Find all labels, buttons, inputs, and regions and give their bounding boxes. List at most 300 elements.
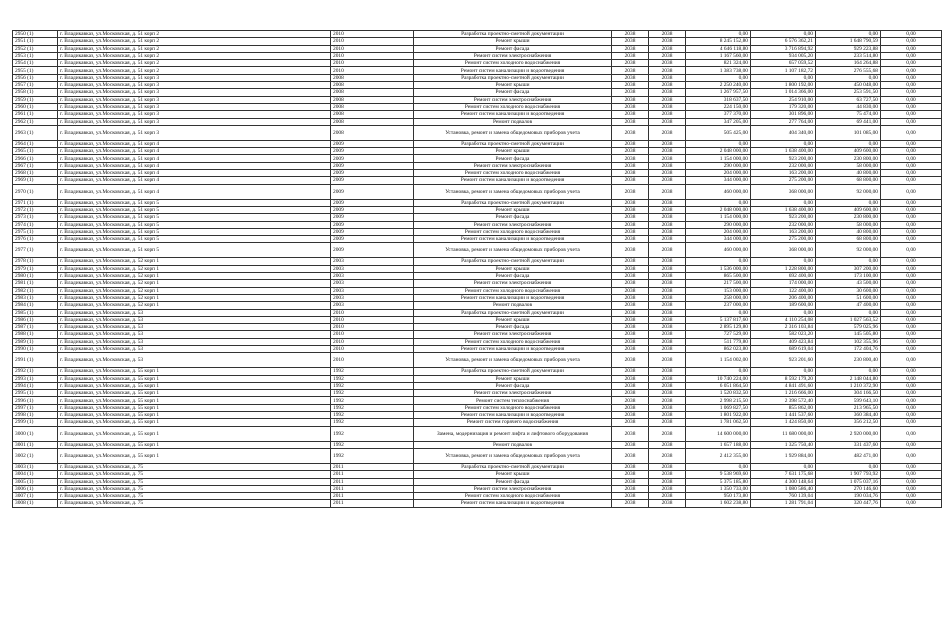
plan-start-cell: 2038 [612,287,649,294]
fund-share-cell: 2 316 103,84 [751,324,816,331]
work-type-cell: Установка, ремонт и замена общедомовых приборов учета [414,243,612,258]
year-cell: 1992 [331,404,414,411]
plan-start-cell: 2038 [612,316,649,323]
year-cell: 1992 [331,426,414,441]
row-id-cell: 2962 (1) [13,118,58,125]
owners-share-cell: 190 034,76 [816,493,881,500]
address-cell: г. Владикавказ, ул.Московская, д. 51 корп 2 [58,45,331,52]
fund-share-cell: 368 000,00 [751,243,816,258]
address-cell: г. Владикавказ, ул.Московская, д. 55 корп 1 [58,390,331,397]
plan-start-cell: 2038 [612,500,649,507]
plan-start-cell: 2038 [612,478,649,485]
work-type-cell: Ремонт крыши [414,82,612,89]
other-cell: 0,00 [881,500,942,507]
plan-end-cell: 2038 [649,258,686,265]
plan-start-cell: 2038 [612,441,649,448]
year-cell: 2009 [331,228,414,235]
year-cell: 1992 [331,397,414,404]
year-cell: 1992 [331,368,414,375]
total-cost-cell: 204 000,00 [686,228,751,235]
owners-share-cell: 101 085,00 [816,125,881,140]
address-cell: г. Владикавказ, ул.Московская, д. 52 корп 1 [58,287,331,294]
plan-end-cell: 2038 [649,368,686,375]
plan-start-cell: 2038 [612,412,649,419]
table-row [13,294,942,301]
table-row [13,38,942,45]
plan-start-cell: 2038 [612,96,649,103]
plan-start-cell: 2038 [612,265,649,272]
fund-share-cell: 923 201,60 [751,353,816,368]
other-cell: 0,00 [881,463,942,470]
address-cell: г. Владикавказ, ул.Московская, д. 51 корп 4 [58,177,331,184]
fund-share-cell: 0,00 [751,199,816,206]
row-id-cell: 2980 (1) [13,273,58,280]
owners-share-cell: 230 800,00 [816,214,881,221]
total-cost-cell: 344 000,00 [686,236,751,243]
table-row [13,345,942,352]
plan-start-cell: 2038 [612,67,649,74]
row-id-cell: 2977 (1) [13,243,58,258]
address-cell: г. Владикавказ, ул.Московская, д. 55 корп 1 [58,419,331,426]
other-cell: 0,00 [881,302,942,309]
other-cell: 0,00 [881,206,942,213]
other-cell: 0,00 [881,103,942,110]
table-row [13,478,942,485]
row-id-cell: 2978 (1) [13,258,58,265]
owners-share-cell: 307 200,00 [816,265,881,272]
work-type-cell: Ремонт систем канализации и водоотведения [414,177,612,184]
row-id-cell: 2952 (1) [13,45,58,52]
owners-share-cell: 482 471,00 [816,448,881,463]
total-cost-cell: 290 000,00 [686,221,751,228]
work-type-cell: Ремонт систем холодного водоснабжения [414,103,612,110]
year-cell: 2011 [331,500,414,507]
other-cell: 0,00 [881,170,942,177]
total-cost-cell: 6 051 864,50 [686,382,751,389]
total-cost-cell: 1 602 238,80 [686,500,751,507]
work-type-cell: Ремонт систем канализации и водоотведения [414,67,612,74]
other-cell: 0,00 [881,118,942,125]
total-cost-cell: 2 998 215,50 [686,397,751,404]
work-type-cell: Ремонт крыши [414,148,612,155]
plan-start-cell: 2038 [612,125,649,140]
address-cell: г. Владикавказ, ул.Московская, д. 51 корп 4 [58,184,331,199]
table-row [13,214,942,221]
fund-share-cell: 232 000,00 [751,221,816,228]
address-cell: г. Владикавказ, ул.Московская, д. 51 корп 3 [58,96,331,103]
year-cell: 2003 [331,265,414,272]
total-cost-cell: 0,00 [686,31,751,38]
plan-end-cell: 2038 [649,309,686,316]
other-cell: 0,00 [881,125,942,140]
other-cell: 0,00 [881,52,942,59]
work-type-cell: Ремонт систем горячего водоснабжения [414,419,612,426]
plan-end-cell: 2038 [649,382,686,389]
row-id-cell: 2966 (1) [13,155,58,162]
total-cost-cell: 318 637,50 [686,96,751,103]
plan-start-cell: 2038 [612,309,649,316]
year-cell: 2008 [331,103,414,110]
table-row [13,324,942,331]
row-id-cell: 3003 (1) [13,463,58,470]
row-id-cell: 2989 (1) [13,338,58,345]
other-cell: 0,00 [881,184,942,199]
total-cost-cell: 727 529,00 [686,331,751,338]
fund-share-cell: 1 080 586,40 [751,485,816,492]
other-cell: 0,00 [881,471,942,478]
table-row [13,206,942,213]
owners-share-cell: 92 000,00 [816,184,881,199]
fund-share-cell: 163 200,00 [751,228,816,235]
total-cost-cell: 4 646 118,80 [686,45,751,52]
address-cell: г. Владикавказ, ул.Московская, д. 51 корп 3 [58,125,331,140]
plan-start-cell: 2038 [612,368,649,375]
work-type-cell: Ремонт крыши [414,38,612,45]
table-row [13,287,942,294]
row-id-cell: 3000 (1) [13,426,58,441]
row-id-cell: 3006 (1) [13,485,58,492]
other-cell: 0,00 [881,345,942,352]
other-cell: 0,00 [881,111,942,118]
other-cell: 0,00 [881,478,942,485]
other-cell: 0,00 [881,265,942,272]
address-cell: г. Владикавказ, ул.Московская, д. 51 корп 5 [58,221,331,228]
plan-start-cell: 2038 [612,199,649,206]
fund-share-cell: 582 023,20 [751,331,816,338]
plan-start-cell: 2038 [612,493,649,500]
work-type-cell: Ремонт подвалов [414,441,612,448]
plan-end-cell: 2038 [649,375,686,382]
plan-end-cell: 2038 [649,221,686,228]
owners-share-cell: 68 800,00 [816,236,881,243]
plan-end-cell: 2038 [649,485,686,492]
other-cell: 0,00 [881,375,942,382]
year-cell: 1992 [331,375,414,382]
owners-share-cell: 51 600,00 [816,294,881,301]
other-cell: 0,00 [881,228,942,235]
fund-share-cell: 1 281 791,04 [751,500,816,507]
row-id-cell: 2987 (1) [13,324,58,331]
address-cell: г. Владикавказ, ул.Московская, д. 51 корп 3 [58,111,331,118]
row-id-cell: 3008 (1) [13,500,58,507]
year-cell: 2003 [331,258,414,265]
plan-start-cell: 2038 [612,82,649,89]
table-row [13,67,942,74]
plan-end-cell: 2038 [649,471,686,478]
plan-start-cell: 2038 [612,294,649,301]
year-cell: 2010 [331,309,414,316]
plan-end-cell: 2038 [649,184,686,199]
row-id-cell: 2974 (1) [13,221,58,228]
address-cell: г. Владикавказ, ул.Московская, д. 51 корп 3 [58,82,331,89]
owners-share-cell: 1 907 793,92 [816,471,881,478]
table-row [13,96,942,103]
work-type-cell: Установка, ремонт и замена общедомовых приборов учета [414,184,612,199]
owners-share-cell: 0,00 [816,140,881,147]
work-type-cell: Ремонт фасада [414,273,612,280]
year-cell: 1992 [331,441,414,448]
row-id-cell: 2998 (1) [13,412,58,419]
year-cell: 2008 [331,125,414,140]
address-cell: г. Владикавказ, ул.Московская, д. 51 корп 2 [58,38,331,45]
plan-start-cell: 2038 [612,331,649,338]
plan-end-cell: 2038 [649,463,686,470]
plan-start-cell: 2038 [612,103,649,110]
table-row [13,471,942,478]
row-id-cell: 2993 (1) [13,375,58,382]
plan-start-cell: 2038 [612,258,649,265]
other-cell: 0,00 [881,221,942,228]
year-cell: 2009 [331,243,414,258]
owners-share-cell: 58 000,00 [816,162,881,169]
other-cell: 0,00 [881,148,942,155]
other-cell: 0,00 [881,309,942,316]
row-id-cell: 3007 (1) [13,493,58,500]
table-row [13,125,942,140]
plan-end-cell: 2038 [649,214,686,221]
fund-share-cell: 0,00 [751,463,816,470]
other-cell: 0,00 [881,419,942,426]
plan-start-cell: 2038 [612,345,649,352]
plan-end-cell: 2038 [649,162,686,169]
address-cell: г. Владикавказ, ул.Московская, д. 51 корп 2 [58,52,331,59]
owners-share-cell: 356 212,50 [816,419,881,426]
other-cell: 0,00 [881,258,942,265]
row-id-cell: 2951 (1) [13,38,58,45]
table-row [13,258,942,265]
plan-start-cell: 2038 [612,60,649,67]
fund-share-cell: 6 576 362,21 [751,38,816,45]
address-cell: г. Владикавказ, ул.Московская, д. 55 корп 1 [58,397,331,404]
other-cell: 0,00 [881,331,942,338]
work-type-cell: Ремонт систем электроснабжения [414,96,612,103]
fund-share-cell: 275 200,00 [751,236,816,243]
year-cell: 2011 [331,493,414,500]
work-type-cell: Ремонт систем холодного водоснабжения [414,170,612,177]
table-row [13,228,942,235]
fund-share-cell: 692 400,00 [751,273,816,280]
plan-end-cell: 2038 [649,89,686,96]
plan-start-cell: 2038 [612,177,649,184]
row-id-cell: 2953 (1) [13,52,58,59]
plan-start-cell: 2038 [612,236,649,243]
total-cost-cell: 8 245 152,80 [686,38,751,45]
row-id-cell: 2986 (1) [13,316,58,323]
plan-start-cell: 2038 [612,52,649,59]
fund-share-cell: 934 005,20 [751,52,816,59]
year-cell: 1992 [331,412,414,419]
address-cell: г. Владикавказ, ул.Московская, д. 55 корп 1 [58,448,331,463]
other-cell: 0,00 [881,493,942,500]
table-row [13,140,942,147]
year-cell: 1992 [331,419,414,426]
year-cell: 2009 [331,177,414,184]
row-id-cell: 2972 (1) [13,206,58,213]
other-cell: 0,00 [881,177,942,184]
total-cost-cell: 347 205,00 [686,118,751,125]
work-type-cell: Ремонт фасада [414,214,612,221]
year-cell: 2009 [331,155,414,162]
work-type-cell: Ремонт подвалов [414,118,612,125]
fund-share-cell: 0,00 [751,258,816,265]
work-type-cell: Разработка проектно-сметной документации [414,140,612,147]
fund-share-cell: 1 216 666,00 [751,390,816,397]
table-row [13,493,942,500]
plan-end-cell: 2038 [649,412,686,419]
year-cell: 2010 [331,353,414,368]
total-cost-cell: 1 350 733,00 [686,485,751,492]
plan-end-cell: 2038 [649,419,686,426]
fund-share-cell: 189 600,00 [751,302,816,309]
total-cost-cell: 377 370,00 [686,111,751,118]
work-type-cell: Ремонт крыши [414,316,612,323]
owners-share-cell: 40 800,00 [816,228,881,235]
total-cost-cell: 1 154 002,00 [686,353,751,368]
fund-share-cell: 277 764,00 [751,118,816,125]
year-cell: 2009 [331,199,414,206]
work-type-cell: Ремонт систем холодного водоснабжения [414,338,612,345]
year-cell: 2009 [331,206,414,213]
table-row [13,148,942,155]
table-row [13,221,942,228]
owners-share-cell: 409 600,00 [816,148,881,155]
owners-share-cell: 331 437,60 [816,441,881,448]
table-row [13,162,942,169]
row-id-cell: 2963 (1) [13,125,58,140]
year-cell: 2010 [331,38,414,45]
row-id-cell: 2985 (1) [13,309,58,316]
fund-share-cell: 8 592 179,20 [751,375,816,382]
owners-share-cell: 40 800,00 [816,170,881,177]
address-cell: г. Владикавказ, ул.Московская, д. 51 корп 2 [58,60,331,67]
plan-end-cell: 2038 [649,31,686,38]
table-row [13,390,942,397]
total-cost-cell: 217 500,00 [686,280,751,287]
plan-end-cell: 2038 [649,500,686,507]
other-cell: 0,00 [881,74,942,81]
row-id-cell: 2965 (1) [13,148,58,155]
total-cost-cell: 1 520 832,50 [686,390,751,397]
work-type-cell: Ремонт фасада [414,155,612,162]
owners-share-cell: 173 100,00 [816,273,881,280]
year-cell: 2010 [331,331,414,338]
work-type-cell: Ремонт систем канализации и водоотведения [414,111,612,118]
plan-start-cell: 2038 [612,382,649,389]
fund-share-cell: 232 000,00 [751,162,816,169]
year-cell: 2010 [331,338,414,345]
row-id-cell: 2975 (1) [13,228,58,235]
fund-share-cell: 923 200,00 [751,214,816,221]
plan-end-cell: 2038 [649,353,686,368]
work-type-cell: Ремонт подвалов [414,302,612,309]
plan-start-cell: 2038 [612,206,649,213]
work-type-cell: Замена, модернизация и ремонт лифта и лифтового оборудования [414,426,612,441]
owners-share-cell: 253 591,50 [816,89,881,96]
table-row [13,199,942,206]
plan-end-cell: 2038 [649,397,686,404]
plan-start-cell: 2038 [612,228,649,235]
fund-share-cell: 254 910,00 [751,96,816,103]
year-cell: 2008 [331,89,414,96]
owners-share-cell: 47 400,00 [816,302,881,309]
table-row [13,103,942,110]
row-id-cell: 2981 (1) [13,280,58,287]
work-type-cell: Ремонт систем электроснабжения [414,331,612,338]
year-cell: 2011 [331,463,414,470]
plan-start-cell: 2038 [612,353,649,368]
owners-share-cell: 0,00 [816,258,881,265]
total-cost-cell: 2 048 000,00 [686,206,751,213]
plan-start-cell: 2038 [612,31,649,38]
work-type-cell: Ремонт систем электроснабжения [414,52,612,59]
row-id-cell: 2970 (1) [13,184,58,199]
row-id-cell: 2973 (1) [13,214,58,221]
owners-share-cell: 44 830,00 [816,103,881,110]
other-cell: 0,00 [881,441,942,448]
year-cell: 2003 [331,294,414,301]
year-cell: 2009 [331,140,414,147]
total-cost-cell: 1 801 922,00 [686,412,751,419]
fund-share-cell: 179 320,00 [751,103,816,110]
total-cost-cell: 2 048 000,00 [686,148,751,155]
owners-share-cell: 2 148 044,80 [816,375,881,382]
year-cell: 2011 [331,485,414,492]
year-cell: 2009 [331,184,414,199]
table-row [13,265,942,272]
plan-start-cell: 2038 [612,419,649,426]
address-cell: г. Владикавказ, ул.Московская, д. 51 корп 5 [58,206,331,213]
table-row [13,397,942,404]
total-cost-cell: 0,00 [686,74,751,81]
owners-share-cell: 450 048,00 [816,82,881,89]
other-cell: 0,00 [881,82,942,89]
owners-share-cell: 304 166,50 [816,390,881,397]
other-cell: 0,00 [881,382,942,389]
total-cost-cell: 950 173,80 [686,493,751,500]
work-type-cell: Ремонт систем канализации и водоотведения [414,412,612,419]
address-cell: г. Владикавказ, ул.Московская, д. 51 корп 3 [58,89,331,96]
work-type-cell: Ремонт систем холодного водоснабжения [414,404,612,411]
plan-end-cell: 2038 [649,38,686,45]
other-cell: 0,00 [881,214,942,221]
total-cost-cell: 344 000,00 [686,177,751,184]
table-row [13,155,942,162]
plan-start-cell: 2038 [612,485,649,492]
work-type-cell: Установка, ремонт и замена общедомовых приборов учета [414,353,612,368]
plan-start-cell: 2038 [612,302,649,309]
fund-share-cell: 1 638 400,00 [751,206,816,213]
owners-share-cell: 69 441,00 [816,118,881,125]
total-cost-cell: 0,00 [686,309,751,316]
work-type-cell: Ремонт систем электроснабжения [414,485,612,492]
table-row [13,177,942,184]
address-cell: г. Владикавказ, ул.Московская, д. 53 [58,345,331,352]
table-row [13,412,942,419]
year-cell: 2010 [331,45,414,52]
total-cost-cell: 1 167 560,00 [686,52,751,59]
table-row [13,375,942,382]
address-cell: г. Владикавказ, ул.Московская, д. 52 корп 1 [58,273,331,280]
work-type-cell: Установка, ремонт и замена общедомовых приборов учета [414,125,612,140]
owners-share-cell: 213 965,50 [816,404,881,411]
address-cell: г. Владикавказ, ул.Московская, д. 75 [58,500,331,507]
address-cell: г. Владикавказ, ул.Московская, д. 55 корп 1 [58,368,331,375]
row-id-cell: 2954 (1) [13,60,58,67]
plan-end-cell: 2038 [649,170,686,177]
fund-share-cell: 301 896,00 [751,111,816,118]
plan-end-cell: 2038 [649,493,686,500]
total-cost-cell: 865 500,00 [686,273,751,280]
